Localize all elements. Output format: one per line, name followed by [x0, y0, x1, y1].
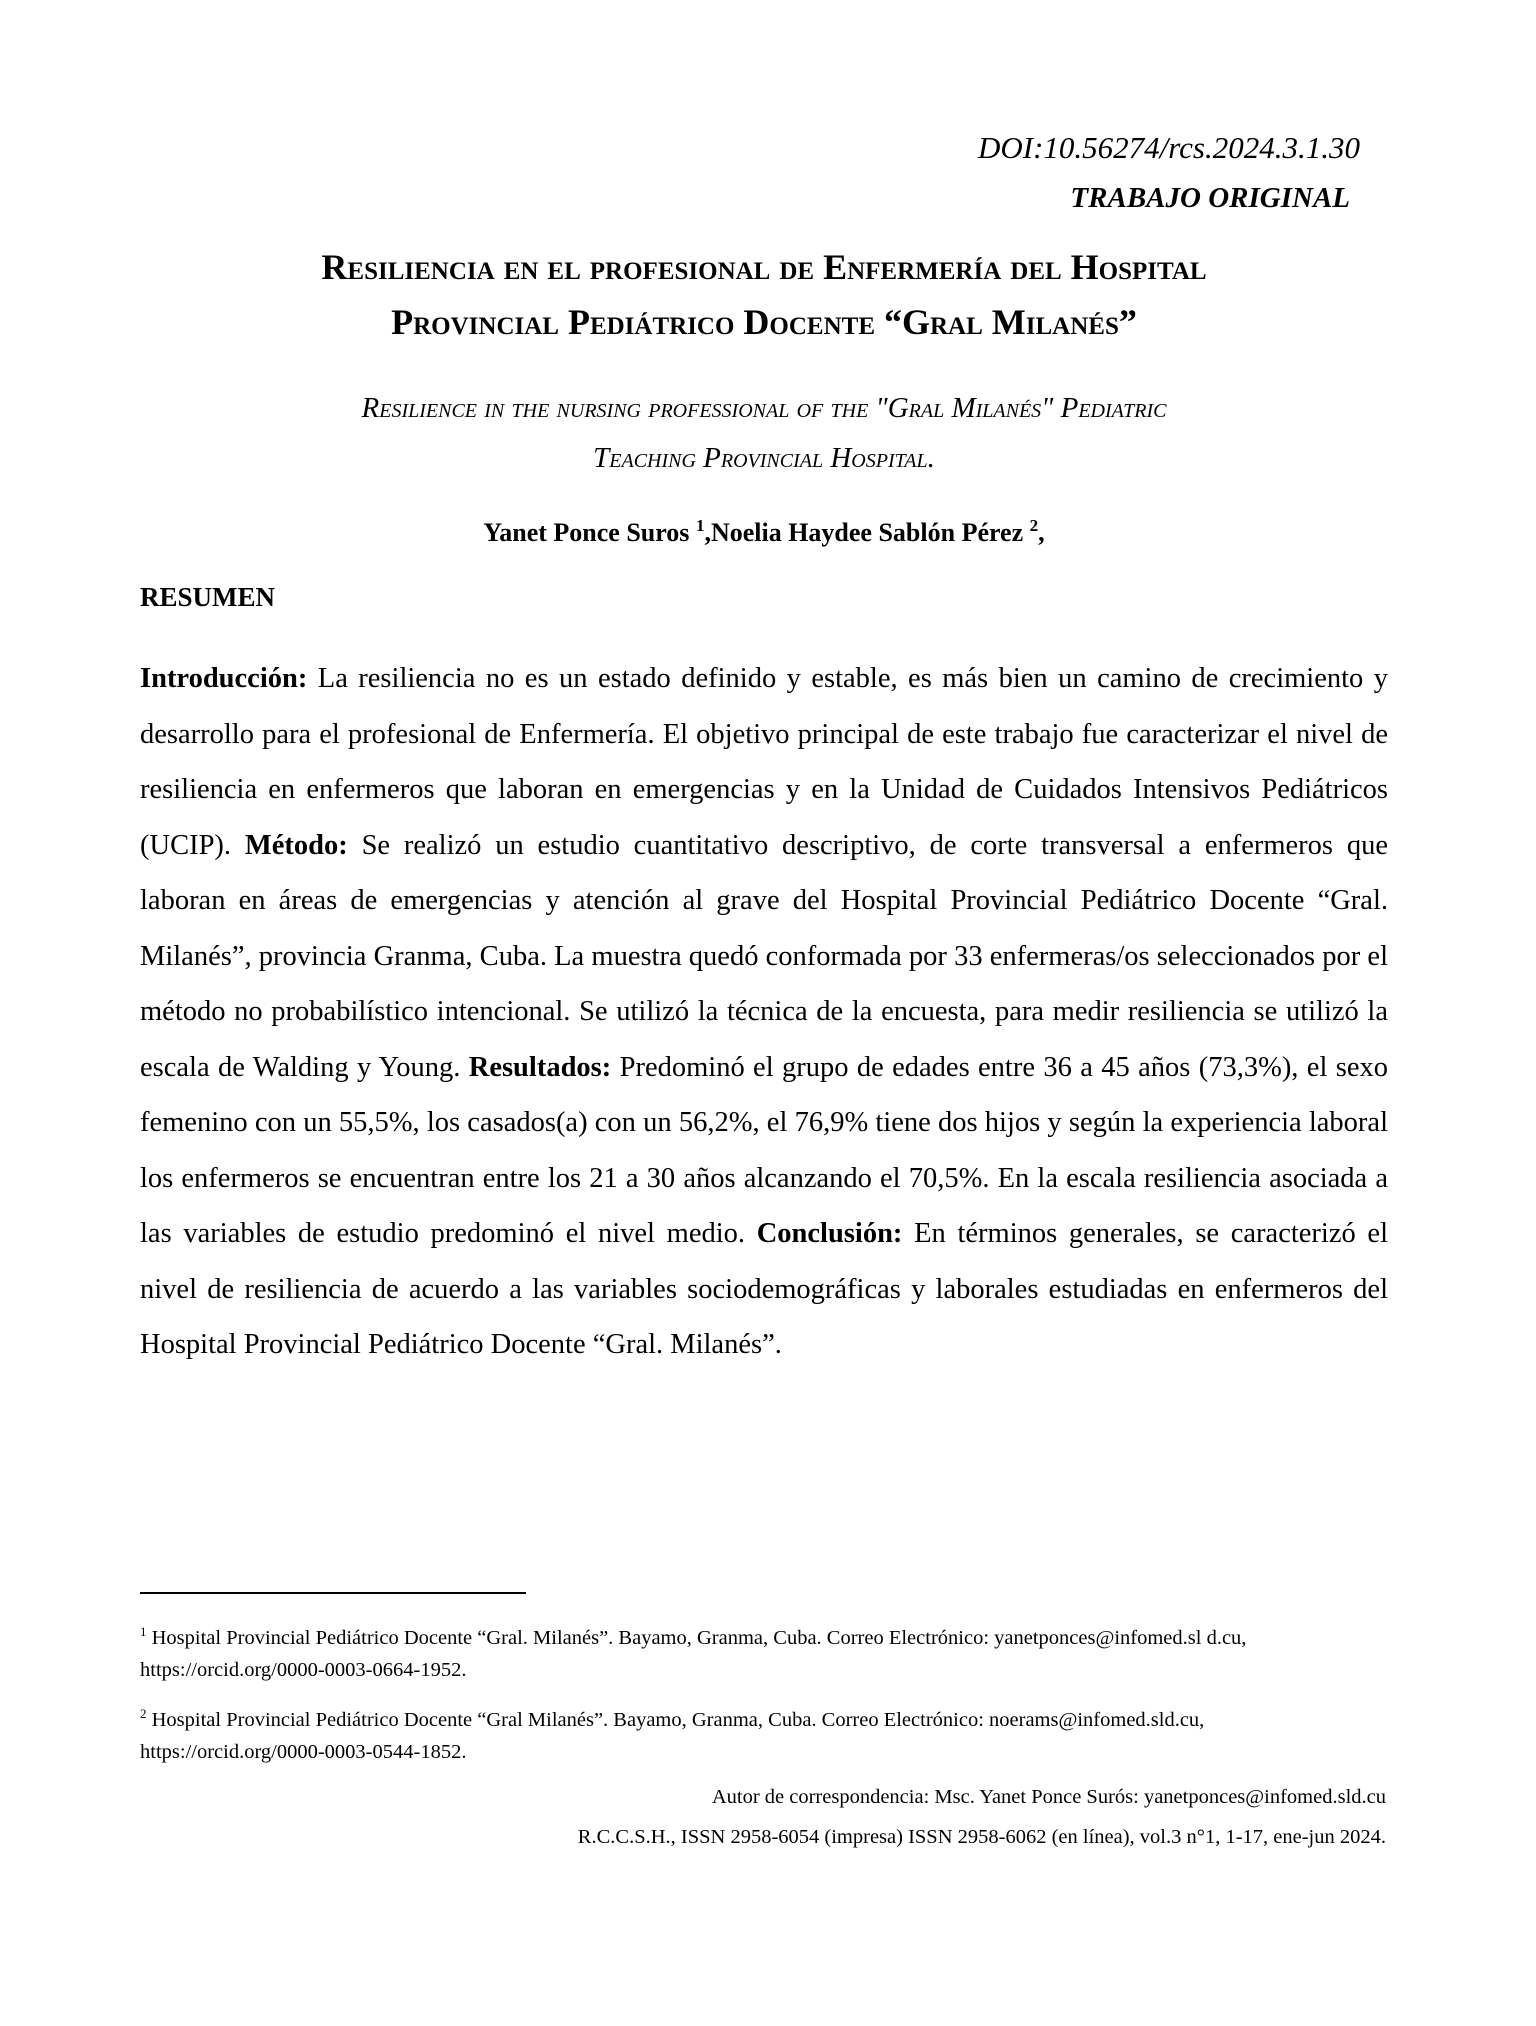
section-text-conclusion: En términos generales, se caracterizó el nivel de resiliencia de acuerdo a las variables sociodemográficas y laborales estudiadas en enfermeros del Hospital Provincial Pediátrico Docente “Gral. Milanés”. — [140, 1218, 1388, 1360]
english-title-line-1: Resilience in the nursing professional of the "Gral Milanés" Pediatric — [361, 392, 1167, 424]
abstract-body — [140, 651, 1388, 1373]
footnote-2 — [140, 1704, 1388, 1768]
footnote-marker: 2 — [140, 1706, 147, 1721]
section-label-conclusion: Conclusión: — [756, 1218, 903, 1249]
author-list — [140, 516, 1388, 550]
section-text-introduccion: La resiliencia no es un estado definido y estable, es más bien un camino de crecimiento y desarrollo para el profesional de Enfermería. El objetivo principal de este trabajo fue caracterizar el nivel de resiliencia en enfermeros que laboran en emergencias y en la Unidad de Cuidados Intensivos Pediátricos (UCIP). — [140, 663, 1388, 861]
abstract-heading: RESUMEN — [140, 582, 276, 612]
section-text-resultados: Predominó el grupo de edades entre 36 a 45 años (73,3%), el sexo femenino con un 55,5%, los casados(a) con un 56,2%, el 76,9% tiene dos hijos y según la experiencia laboral los enfermeros se encuentran entre los 21 a 30 años alcanzando el 70,5%. En la escala resiliencia asociada a las variables de estudio predominó el nivel medio. — [140, 1051, 1388, 1249]
article-title-line-2: Provincial Pediátrico Docente “Gral Milanés” — [391, 302, 1137, 342]
english-title — [140, 383, 1388, 483]
footnote-marker: 1 — [140, 1624, 147, 1639]
author-name: Noelia Haydee Sablón Pérez — [710, 518, 1030, 547]
article-title-line-1: Resiliencia en el profesional de Enfermería del Hospital — [321, 247, 1207, 287]
article-title — [140, 240, 1388, 350]
author-separator: , — [704, 518, 711, 547]
english-title-line-2: Teaching Provincial Hospital. — [593, 442, 935, 474]
journal-citation: R.C.C.S.H., ISSN 2958-6054 (impresa) ISSN 2958-6062 (en línea), vol.3 n°1, 1-17, ene-jun 2024. — [577, 1826, 1386, 1848]
section-label-metodo: Método: — [244, 829, 348, 861]
section-label-resultados: Resultados: — [468, 1051, 612, 1083]
author-name: Yanet Ponce Suros — [483, 518, 696, 547]
affiliation-marker: 2 — [1029, 516, 1039, 535]
footnote-text: Hospital Provincial Pediátrico Docente “Gral Milanés”. Bayamo, Granma, Cuba. Correo Electrónico: noerams@infomed.sld.cu, https://orcid.org/0000-0003-0544-1852. — [140, 1709, 1205, 1763]
footnote-text: Hospital Provincial Pediátrico Docente “Gral. Milanés”. Bayamo, Granma, Cuba. Correo Electrónico: yanetponces@infomed.sl d.cu, https://orcid.org/0000-0003-0664-1952. — [140, 1627, 1247, 1681]
section-text-metodo: Se realizó un estudio cuantitativo descriptivo, de corte transversal a enfermeros que laboran en áreas de emergencias y atención al grave del Hospital Provincial Pediátrico Docente “Gral. Milanés”, provincia Granma, Cuba. La muestra quedó conformada por 33 enfermeras/os seleccionados por el método no probabilístico intencional. Se utilizó la técnica de la encuesta, para medir resiliencia se utilizó la escala de Walding y Young. — [140, 829, 1388, 1083]
corresponding-author: Autor de correspondencia: Msc. Yanet Ponce Surós: yanetponces@infomed.sld.cu — [711, 1786, 1386, 1808]
author-separator: , — [1038, 518, 1045, 547]
doi-identifier: DOI:10.56274/rcs.2024.3.1.30 — [977, 130, 1360, 165]
section-label-introduccion: Introducción: — [140, 663, 308, 694]
footnote-divider — [140, 1592, 526, 1594]
footnote-1 — [140, 1622, 1388, 1686]
article-type-label: TRABAJO ORIGINAL — [1070, 182, 1350, 214]
affiliation-marker: 1 — [695, 516, 705, 535]
